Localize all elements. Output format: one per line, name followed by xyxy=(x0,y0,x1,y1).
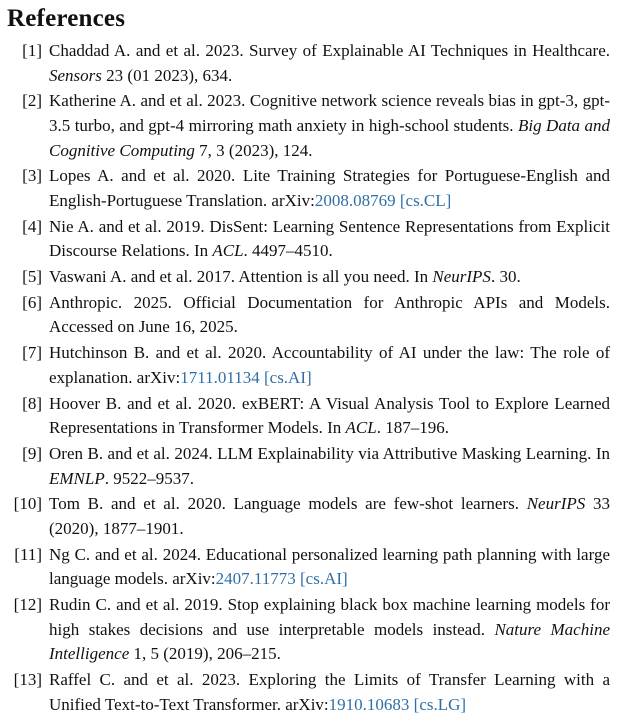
reference-item xyxy=(7,39,610,88)
reference-item xyxy=(7,492,610,541)
reference-number: [4] xyxy=(22,216,42,236)
reference-list xyxy=(7,39,610,717)
reference-body xyxy=(49,265,610,290)
reference-item xyxy=(7,543,610,592)
reference-venue: EMNLP xyxy=(49,468,105,488)
reference-item xyxy=(7,215,610,264)
reference-text: Chaddad A. and et al. 2023. Survey of Explainable AI Techniques in Healthcare. xyxy=(49,41,610,60)
reference-item xyxy=(7,593,610,667)
reference-venue: ACL xyxy=(212,241,244,261)
arxiv-link[interactable]: 1711.01134 [cs.AI] xyxy=(180,367,312,387)
reference-body xyxy=(49,392,610,441)
reference-body xyxy=(49,341,610,390)
reference-venue: ACL xyxy=(345,418,377,438)
reference-body xyxy=(49,39,610,88)
arxiv-link[interactable]: 2008.08769 [cs.CL] xyxy=(314,190,452,210)
reference-details: . 4497–4510. xyxy=(243,241,333,261)
reference-number: [2] xyxy=(22,91,42,111)
reference-body xyxy=(49,668,610,717)
reference-number: [10] xyxy=(13,494,42,514)
reference-number: [11] xyxy=(14,544,42,564)
reference-item xyxy=(7,341,610,390)
reference-venue: NeurIPS xyxy=(432,267,491,287)
reference-body xyxy=(49,543,610,592)
reference-body xyxy=(49,291,610,340)
reference-venue: Nature Machine Intelligence xyxy=(49,619,610,664)
reference-number: [3] xyxy=(22,166,42,186)
section-title: References xyxy=(7,5,126,32)
reference-details: . 9522–9537. xyxy=(104,468,194,488)
reference-item xyxy=(7,89,610,163)
reference-text: Katherine A. and et al. 2023. Cognitive network science reveals bias in gpt-3, gpt-3.5 turbo, and gpt-4 mirroring math anxiety in high-school students. xyxy=(49,91,610,135)
reference-number: [13] xyxy=(13,670,42,690)
reference-venue: Sensors xyxy=(49,65,102,85)
reference-text: Tom B. and et al. 2020. Language models are few-shot learners. xyxy=(49,494,519,514)
reference-text: Vaswani A. and et al. 2017. Attention is all you need. In xyxy=(49,267,429,287)
reference-number: [5] xyxy=(22,267,42,287)
reference-number: [7] xyxy=(22,343,42,363)
reference-body xyxy=(49,89,610,163)
reference-body xyxy=(49,164,610,213)
reference-item xyxy=(7,291,610,340)
reference-text: Anthropic. 2025. Official Documentation for Anthropic APIs and Models. Accessed on June 16, 2025. xyxy=(49,292,610,337)
arxiv-link[interactable]: 1910.10683 [cs.LG] xyxy=(328,694,467,714)
reference-body xyxy=(49,442,610,491)
reference-text: Nie A. and et al. 2019. DisSent: Learning Sentence Representations from Explicit Discourse Relations. In xyxy=(49,216,610,261)
reference-number: [12] xyxy=(13,595,42,615)
reference-number: [9] xyxy=(22,444,42,463)
reference-number: [1] xyxy=(22,41,42,60)
reference-item xyxy=(7,265,610,290)
reference-text: Rudin C. and et al. 2019. Stop explaining black box machine learning models for high stakes decisions and use interpretable models instead. xyxy=(49,595,610,639)
reference-text: Hoover B. and et al. 2020. exBERT: A Visual Analysis Tool to Explore Learned Representations in Transformer Models. In xyxy=(49,393,610,438)
arxiv-link[interactable]: 2407.11773 [cs.AI] xyxy=(215,569,348,589)
reference-details: . 30. xyxy=(490,267,521,287)
reference-item xyxy=(7,392,610,441)
reference-details: 7, 3 (2023), 124. xyxy=(199,140,313,160)
reference-number: [6] xyxy=(22,292,42,312)
reference-body xyxy=(49,492,610,541)
reference-item xyxy=(7,164,610,213)
reference-details: 1, 5 (2019), 206–215. xyxy=(133,644,281,664)
reference-details: 23 (01 2023), 634. xyxy=(106,65,233,85)
reference-details: . 187–196. xyxy=(376,418,449,438)
reference-text: Lopes A. and et al. 2020. Lite Training Strategies for Portuguese-English and English-Portuguese Translation. arXiv: xyxy=(49,166,610,210)
reference-venue: Big Data and Cognitive Computing xyxy=(49,115,610,160)
reference-item xyxy=(7,668,610,717)
reference-item xyxy=(7,442,610,491)
reference-text: Ng C. and et al. 2024. Educational personalized learning path planning with large language models. arXiv: xyxy=(49,544,610,589)
reference-body xyxy=(49,215,610,264)
reference-body xyxy=(49,593,610,667)
reference-details: 33 (2020), 1877–1901. xyxy=(49,494,610,538)
reference-number: [8] xyxy=(22,393,42,413)
reference-text: Raffel C. and et al. 2023. Exploring the Limits of Transfer Learning with a Unified Text-to-Text Transformer. arXiv: xyxy=(49,670,610,714)
reference-venue: NeurIPS xyxy=(526,494,586,514)
reference-text: Hutchinson B. and et al. 2020. Accountability of AI under the law: The role of explanation. arXiv: xyxy=(49,343,610,387)
reference-text: Oren B. and et al. 2024. LLM Explainability via Attributive Masking Learning. In xyxy=(49,444,610,463)
